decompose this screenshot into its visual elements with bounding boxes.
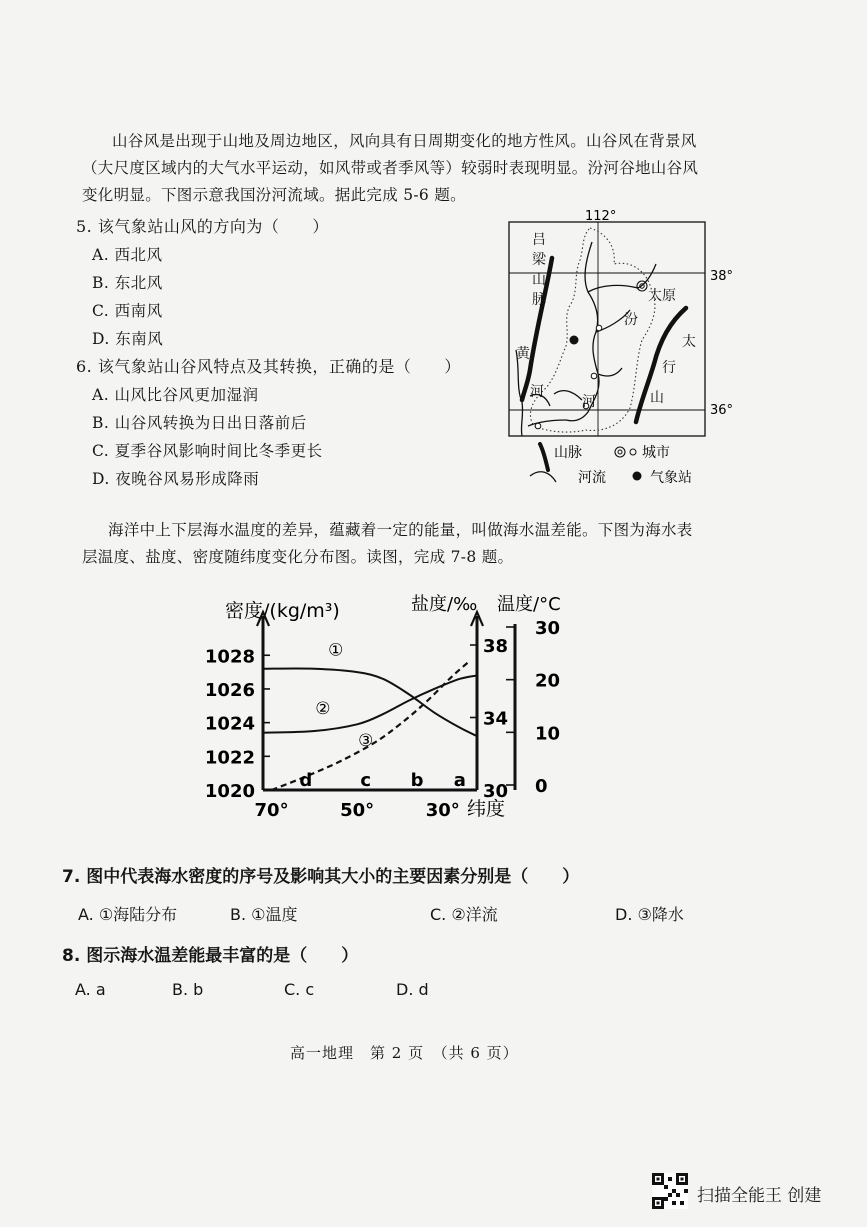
series-label: ①	[328, 640, 344, 661]
passage-1-line-1: 山谷风是出现于山地及周边地区，风向具有日周期变化的地方性风。山谷风在背景风	[112, 132, 697, 150]
latitude-point-label: b	[410, 770, 424, 791]
chart-ylabel-temperature: 温度/°C	[497, 594, 561, 615]
passage-1	[82, 128, 752, 209]
question-7-option-a: A. ①海陆分布	[78, 905, 178, 924]
question-7-option-b: B. ①温度	[230, 905, 298, 924]
chart-ylabel-density: 密度/(kg/m³)	[225, 600, 340, 622]
question-6-option-a: A. 山风比谷风更加湿润	[92, 386, 259, 404]
legend-mountain-icon	[540, 444, 548, 470]
legend-river-icon	[530, 472, 556, 482]
passage-1-line-2: （大尺度区域内的大气水平运动，如风带或者季风等）较弱时表现明显。汾河谷地山谷风	[82, 159, 699, 177]
question-7-stem: 7. 图中代表海水密度的序号及影响其大小的主要因素分别是（ ）	[62, 867, 580, 887]
series-label: ②	[315, 699, 331, 720]
question-5-stem: 5. 该气象站山风的方向为（ ）	[76, 217, 329, 236]
huanghe-char-2: 河	[530, 384, 544, 400]
density-tick-label: 1028	[204, 646, 255, 668]
city-marker	[596, 325, 602, 331]
chart-ylabel-salinity: 盐度/‰	[411, 594, 478, 615]
lvliang-char-1: 吕	[532, 232, 546, 248]
chart-xlabel: 纬度	[467, 798, 506, 820]
chart-axes	[257, 612, 515, 790]
lvliang-char-4: 脉	[532, 292, 546, 308]
salinity-tick-label: 34	[483, 708, 509, 730]
city-marker	[535, 423, 541, 429]
passage-2	[82, 517, 782, 571]
taihang-char-1: 太	[682, 334, 696, 350]
salinity-tick-label: 30	[483, 781, 509, 802]
question-6-stem: 6. 该气象站山谷风特点及其转换，正确的是（ ）	[76, 357, 461, 376]
question-6-option-b: B. 山谷风转换为日出日落前后	[92, 414, 307, 432]
question-8-stem: 8. 图示海水温差能最丰富的是（ ）	[62, 946, 359, 966]
lvliang-char-2: 梁	[532, 252, 546, 268]
yellow-river	[516, 350, 523, 436]
chart-series	[263, 640, 477, 790]
series-1-line	[263, 668, 477, 736]
map-longitude-label: 112°	[585, 209, 617, 224]
question-6-option-c: C. 夏季谷风影响时间比冬季更长	[92, 442, 323, 460]
fen-river-map	[490, 200, 740, 500]
question-8-option-d: D. d	[396, 980, 429, 999]
map-legend	[530, 444, 692, 486]
legend-mountain-label: 山脉	[554, 445, 582, 461]
x-tick-label: 70°	[254, 800, 289, 821]
question-8-option-b: B. b	[172, 980, 204, 999]
map-latitude-top-label: 38°	[710, 269, 734, 284]
question-7-option-d: D. ③降水	[615, 905, 684, 924]
fen-label: 汾	[624, 312, 638, 328]
passage-1-line-3: 变化明显。下图示意我国汾河流域。据此完成 5-6 题。	[82, 186, 466, 204]
density-tick-label: 1026	[204, 679, 255, 701]
taihang-char-3: 山	[650, 390, 664, 406]
salinity-tick-label: 38	[483, 636, 509, 657]
legend-station-label: 气象站	[650, 470, 692, 486]
question-5-option-a: A. 西北风	[92, 246, 163, 264]
legend-station-icon	[633, 472, 642, 481]
latitude-point-label: a	[453, 770, 466, 791]
legend-city-icon	[615, 447, 636, 457]
temperature-tick-label: 20	[535, 670, 561, 692]
latitude-point-label: c	[360, 770, 372, 791]
huanghe-char-1: 黄	[516, 346, 530, 362]
density-tick-label: 1022	[204, 747, 255, 769]
density-tick-label: 1024	[204, 713, 255, 735]
map-latitude-bottom-label: 36°	[710, 403, 734, 418]
x-tick-label: 50°	[340, 800, 375, 821]
taiyuan-label: 太原	[648, 288, 676, 304]
question-5-option-d: D. 东南风	[92, 330, 164, 348]
question-5-option-b: B. 东北风	[92, 274, 163, 292]
question-8-option-c: C. c	[284, 980, 315, 999]
passage-2-line-1: 海洋中上下层海水温度的差异，蕴藏着一定的能量，叫做海水温差能。下图为海水表	[108, 521, 693, 539]
question-5-option-c: C. 西南风	[92, 302, 163, 320]
temperature-tick-label: 30	[535, 618, 561, 639]
temperature-tick-label: 10	[535, 723, 561, 745]
latitude-point-label: d	[299, 770, 313, 791]
question-8-option-a: A. a	[75, 980, 106, 999]
passage-2-line-2: 层温度、盐度、密度随纬度变化分布图。读图，完成 7-8 题。	[82, 548, 514, 566]
qr-code-icon	[652, 1173, 688, 1209]
x-tick-label: 30°	[425, 800, 460, 821]
temperature-tick-label: 0	[535, 776, 548, 797]
weather-station-marker	[570, 336, 579, 345]
ocean-property-chart	[195, 590, 595, 830]
question-6-option-d: D. 夜晚谷风易形成降雨	[92, 470, 260, 488]
chart-point-labels	[299, 770, 466, 791]
taihang-char-2: 行	[662, 360, 676, 376]
lvliang-char-3: 山	[532, 272, 546, 288]
scanner-watermark-text: 扫描全能王 创建	[697, 1186, 822, 1206]
question-7-option-c: C. ②洋流	[430, 905, 498, 924]
legend-river-label: 河流	[578, 470, 606, 486]
city-marker	[591, 373, 597, 379]
legend-city-label: 城市	[642, 445, 670, 461]
series-label: ③	[358, 731, 374, 752]
density-tick-label: 1020	[204, 781, 255, 802]
fenhe-he-label: 河	[582, 394, 596, 410]
page-footer: 高一地理 第 2 页 （共 6 页）	[290, 1044, 519, 1062]
